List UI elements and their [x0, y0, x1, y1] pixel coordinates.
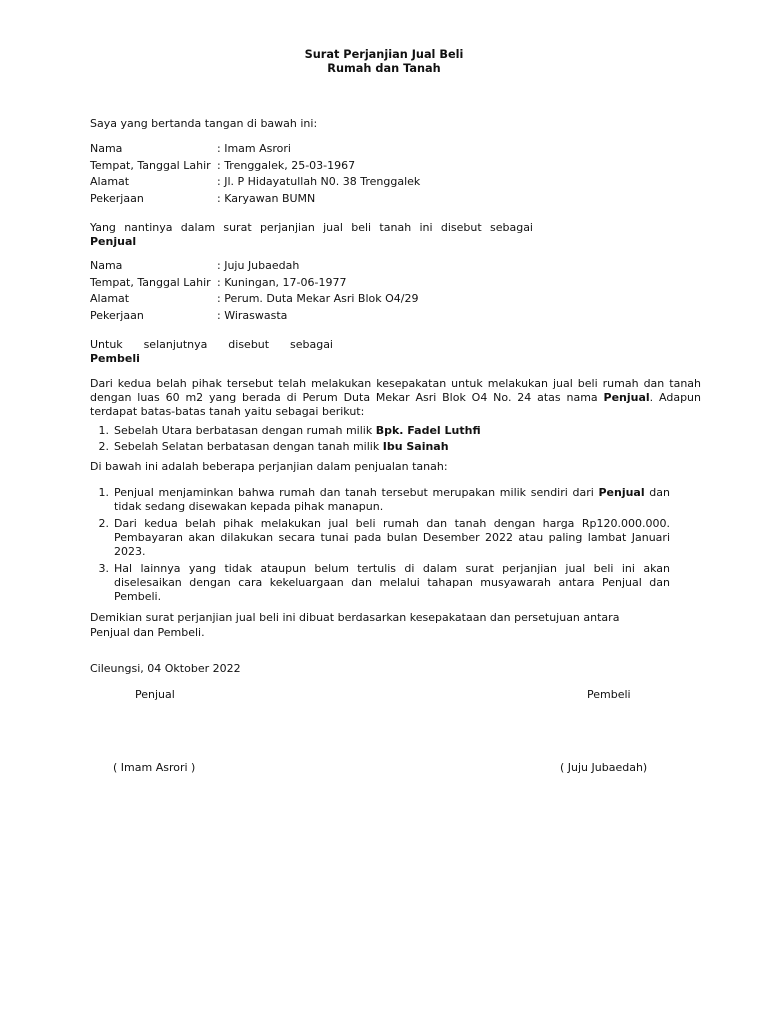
- list-text: Sebelah Utara berbatasan dengan rumah milik: [114, 424, 376, 437]
- list-number: 2.: [98, 517, 109, 530]
- list-item: [90, 517, 670, 559]
- list-number: 2.: [98, 440, 109, 453]
- title-line-2: Rumah dan Tanah: [327, 62, 441, 75]
- closing-line-1: Demikian surat perjanjian jual beli ini dibuat berdasarkan kesepakataan dan persetujuan antara: [90, 611, 620, 624]
- field-value: : Jl. P Hidayatullah N0. 38 Trenggalek: [217, 175, 421, 189]
- terms-list: [90, 486, 670, 604]
- field-label: Tempat, Tanggal Lahir: [90, 158, 211, 172]
- seller-sign-label: Penjual: [135, 688, 175, 701]
- field-label: Pekerjaan: [90, 309, 144, 323]
- seller-sign-name: ( Imam Asrori ): [113, 761, 196, 774]
- buyer-role-paragraph: [90, 338, 333, 366]
- terms-intro: Di bawah ini adalah beberapa perjanjian dalam penjualan tanah:: [90, 460, 448, 473]
- buyer-row: [90, 276, 510, 293]
- intro-text: Saya yang bertanda tangan di bawah ini:: [90, 117, 318, 130]
- title-line-1: Surat Perjanjian Jual Beli: [304, 48, 464, 61]
- buyer-identity: [90, 259, 510, 326]
- buyer-row: [90, 292, 510, 309]
- field-label: Tempat, Tanggal Lahir: [90, 275, 211, 289]
- list-bold: Bpk. Fadel Luthfi: [375, 424, 481, 437]
- field-label: Nama: [90, 259, 123, 272]
- document-title: [0, 48, 768, 76]
- seller-row: [90, 175, 510, 192]
- seller-row: [90, 192, 510, 209]
- field-label: Pekerjaan: [90, 192, 144, 206]
- seller-row: [90, 142, 510, 159]
- agreement-paragraph: [90, 377, 701, 419]
- field-value: : Trenggalek, 25-03-1967: [217, 158, 356, 172]
- closing-line-2: Penjual dan Pembeli.: [90, 626, 205, 639]
- seller-role-label: [90, 235, 533, 249]
- seller-identity: [90, 142, 510, 209]
- boundaries-list: [90, 424, 670, 456]
- term-text: Penjual menjaminkan bahwa rumah dan tanah tersebut merupakan milik sendiri dari: [114, 486, 599, 499]
- buyer-role-bold: Pembeli: [90, 352, 140, 365]
- field-label: Alamat: [90, 175, 130, 189]
- list-item: [90, 562, 670, 604]
- buyer-row: [90, 309, 510, 326]
- list-bold: Ibu Sainah: [382, 440, 449, 453]
- agreement-text-2: . Adapun terdapat batas-batas tanah yaitu sebagai berikut:: [90, 391, 701, 418]
- agreement-bold: Penjual: [603, 391, 650, 404]
- buyer-sign-label: Pembeli: [587, 688, 631, 701]
- list-item: [90, 440, 670, 456]
- buyer-role-text: Untuk selanjutnya disebut sebagai: [90, 338, 333, 351]
- list-text: Sebelah Selatan berbatasan dengan tanah milik: [114, 440, 383, 453]
- place-date: Cileungsi, 04 Oktober 2022: [90, 662, 241, 675]
- term-text: Hal lainnya yang tidak ataupun belum tertulis di dalam surat perjanjian jual beli ini akan diselesaikan dengan cara kekeluargaan dan melalui tahapan musyawarah antara Penjual dan Pembeli.: [114, 562, 670, 603]
- field-label: Alamat: [90, 292, 130, 306]
- term-text-tail: dan tidak sedang disewakan kepada pihak manapun.: [114, 486, 670, 513]
- seller-row: [90, 159, 510, 176]
- agreement-text-1: Dari kedua belah pihak tersebut telah melakukan kesepakatan untuk melakukan jual beli rumah dan tanah dengan luas 60 m2 yang berada di Perum Duta Mekar Asri Blok O4 No. 24 atas nama: [90, 377, 701, 404]
- buyer-row: [90, 259, 510, 276]
- list-item: [90, 424, 670, 440]
- field-value: : Perum. Duta Mekar Asri Blok O4/29: [217, 292, 419, 306]
- list-number: 1.: [98, 424, 109, 437]
- field-label: Nama: [90, 142, 123, 155]
- seller-role-bold: Penjual: [90, 235, 137, 248]
- list-item: [90, 486, 670, 514]
- field-value: : Imam Asrori: [217, 142, 291, 155]
- field-value: : Kuningan, 17-06-1977: [217, 275, 347, 289]
- seller-role-paragraph: [90, 221, 533, 249]
- buyer-sign-name: ( Juju Jubaedah): [560, 761, 648, 774]
- term-text: Dari kedua belah pihak melakukan jual beli rumah dan tanah dengan harga Rp120.000.000. Pembayaran akan dilakukan secara tunai pada bulan Desember 2022 atau paling lambat Januari 2023.: [114, 517, 670, 558]
- buyer-role-label: [90, 352, 333, 366]
- term-bold: Penjual: [598, 486, 645, 499]
- list-number: 3.: [98, 562, 109, 575]
- seller-role-text: Yang nantinya dalam surat perjanjian jual beli tanah ini disebut sebagai: [90, 221, 533, 234]
- field-value: : Wiraswasta: [217, 309, 288, 323]
- field-value: : Juju Jubaedah: [217, 259, 300, 272]
- field-value: : Karyawan BUMN: [217, 192, 316, 206]
- list-number: 1.: [98, 486, 109, 499]
